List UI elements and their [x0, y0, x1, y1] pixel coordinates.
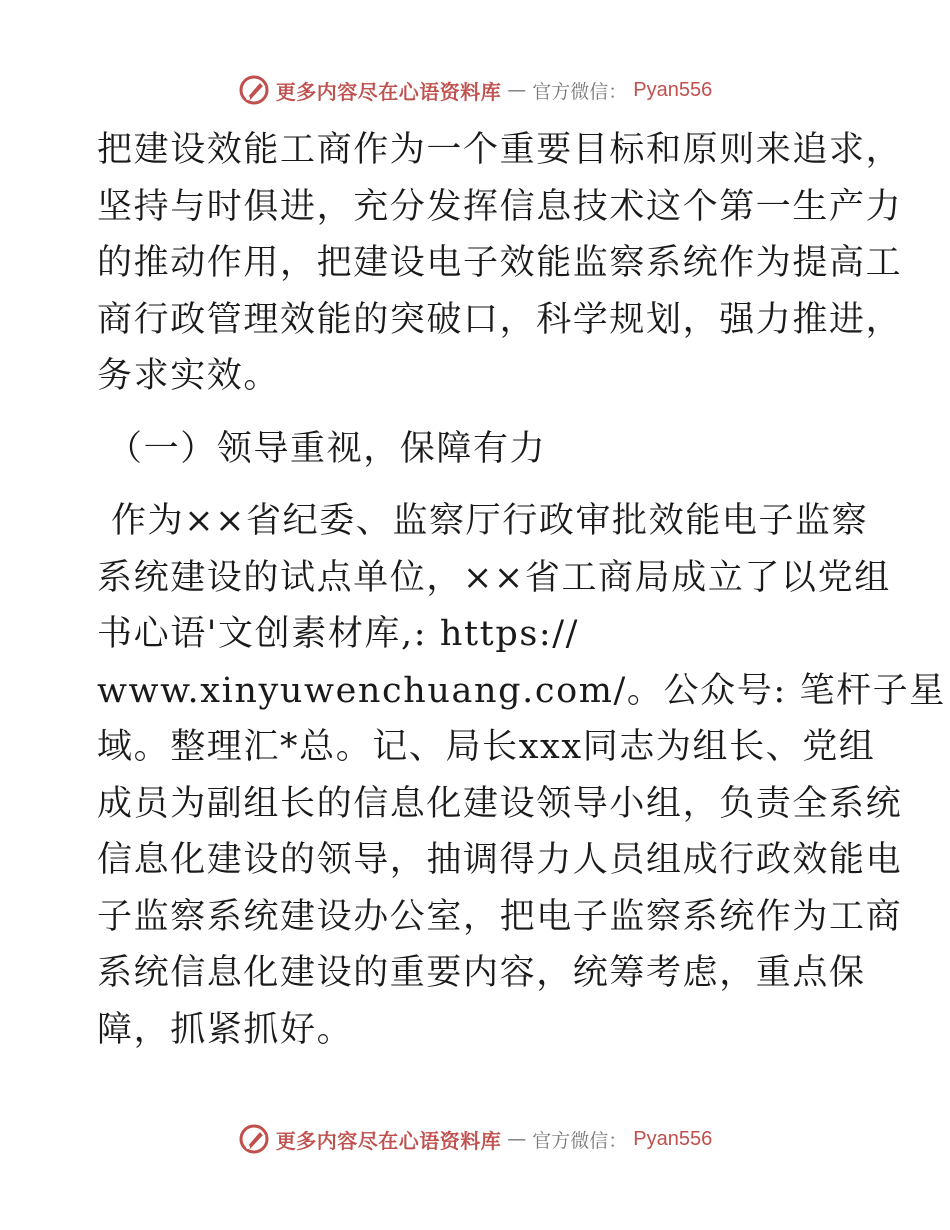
text-line: 障，抓紧抓好。: [97, 1009, 354, 1050]
text-line: 把建设效能工商作为一个重要目标和原则来追求，: [97, 130, 903, 170]
banner-site-name: 更多内容尽在心语资料库: [275, 1128, 502, 1153]
banner-dash: —: [507, 1128, 527, 1150]
banner-site-name: 更多内容尽在心语资料库: [275, 79, 502, 104]
quill-logo-icon: [238, 74, 270, 106]
header-watermark-banner: [0, 70, 950, 110]
text-line: 坚持与时俱进，充分发挥信息技术这个第一生产力: [97, 186, 903, 227]
text-line: 作为××省纪委、监察厅行政审批效能电子监察: [111, 501, 869, 541]
text-line: www.xinyuwenchuang.com/。公众号: 笔杆子星: [97, 670, 946, 711]
banner-wechat-label: 官方微信：: [532, 80, 628, 103]
text-line: 成员为副组长的信息化建设领导小组，负责全系统: [97, 783, 903, 824]
banner-wechat-id: Pyan556: [633, 78, 713, 101]
text-line: 系统建设的试点单位，××省工商局成立了以党组: [97, 557, 891, 598]
banner-dash: —: [507, 79, 527, 101]
footer-watermark-banner: [0, 1119, 950, 1159]
text-line: 务求实效。: [97, 356, 281, 396]
text-line: 系统信息化建设的重要内容，统筹考虑，重点保: [97, 953, 866, 993]
text-line: 子监察系统建设办公室，把电子监察系统作为工商: [97, 896, 903, 937]
document-body: [97, 122, 946, 1058]
text-line: 域。整理汇*总。记、局长xxx同志为组长、党组: [97, 727, 876, 767]
text-line: 商行政管理效能的突破口，科学规划，强力推进，: [97, 299, 903, 340]
quill-logo-icon: [238, 1123, 270, 1155]
section-heading: （一）领导重视，保障有力: [107, 428, 547, 469]
banner-wechat-id: Pyan556: [633, 1127, 713, 1150]
text-line: 的推动作用，把建设电子效能监察系统作为提高工: [97, 243, 903, 283]
paragraph-2: [97, 493, 946, 1058]
banner-wechat-label: 官方微信：: [532, 1129, 628, 1152]
paragraph-1: [97, 122, 903, 405]
text-line: 书心语'文创素材库,: https://: [97, 614, 580, 654]
text-line: 信息化建设的领导，抽调得力人员组成行政效能电: [97, 840, 903, 880]
